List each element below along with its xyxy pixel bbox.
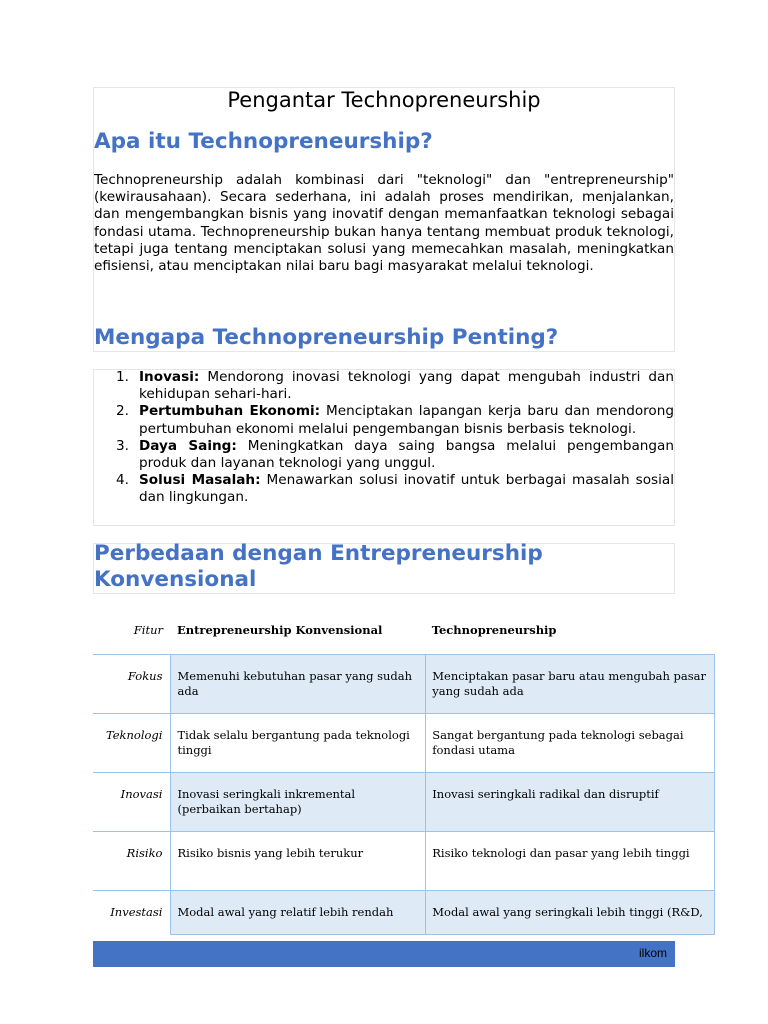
- cell-konvensional: Risiko bisnis yang lebih terukur: [171, 831, 426, 890]
- list-term: Daya Saing:: [139, 437, 237, 454]
- list-text: Mendorong inovasi teknologi yang dapat mengubah industri dan kehidupan sehari-hari.: [139, 369, 674, 403]
- table-row: [93, 654, 715, 713]
- cell-techno: Sangat bergantung pada teknologi sebagai fondasi utama: [426, 713, 715, 772]
- cell-techno: Risiko teknologi dan pasar yang lebih tinggi: [426, 831, 715, 890]
- cell-techno: Modal awal yang seringkali lebih tinggi (R&D,: [426, 890, 715, 934]
- row-label: Inovasi: [93, 772, 171, 831]
- cell-techno: Inovasi seringkali radikal dan disruptif: [426, 772, 715, 831]
- list-text: Meningkatkan daya saing bangsa melalui pengembangan produk dan layanan teknologi yang unggul.: [139, 437, 674, 472]
- list-text: Menawarkan solusi inovatif untuk berbagai masalah sosial dan lingkungan.: [139, 472, 674, 506]
- comparison-table-wrapper: [93, 610, 715, 935]
- list-item: [94, 403, 674, 437]
- footer-bar: [93, 941, 675, 967]
- list-number: 1.: [116, 369, 129, 385]
- list-number: 3.: [116, 437, 129, 454]
- list-item: [94, 472, 674, 506]
- cell-konvensional: Inovasi seringkali inkremental (perbaikan bertahap): [171, 772, 426, 831]
- header-konvensional: Entrepreneurship Konvensional: [176, 623, 383, 637]
- importance-list: [94, 369, 674, 507]
- table-row: [93, 831, 715, 890]
- comparison-table: [93, 610, 715, 935]
- list-term: Solusi Masalah:: [139, 472, 261, 489]
- footer-label: ilkom: [638, 946, 667, 960]
- row-label: Teknologi: [93, 713, 171, 772]
- row-label: Risiko: [93, 831, 171, 890]
- cell-konvensional: Memenuhi kebutuhan pasar yang sudah ada: [171, 654, 426, 713]
- header-fitur: Fitur: [133, 623, 163, 637]
- list-term: Inovasi:: [139, 369, 200, 385]
- intro-paragraph: Technopreneurship adalah kombinasi dari "teknologi" dan "entrepreneurship" (kewirausahaan). Secara sederhana, ini adalah proses mendirikan, menjalankan, dan mengembangkan bisnis yang inovatif dengan memanfaatkan teknologi sebagai fondasi utama. Technopreneurship bukan hanya tentang membuat produk teknologi, tetapi juga tentang menciptakan solusi yang memecahkan masalah, meningkatkan efisiensi, atau menciptakan nilai baru bagi masyarakat melalui teknologi.: [94, 172, 674, 275]
- table-row: [93, 713, 715, 772]
- heading-differences: Perbedaan dengan Entrepreneurship Konvensional: [94, 541, 543, 592]
- table-header-row: [93, 610, 715, 654]
- heading-why-important: Mengapa Technopreneurship Penting?: [94, 325, 559, 350]
- cell-konvensional: Modal awal yang relatif lebih rendah: [171, 890, 426, 934]
- cell-konvensional: Tidak selalu bergantung pada teknologi tinggi: [171, 713, 426, 772]
- list-number: 2.: [116, 403, 129, 420]
- heading-what-is: Apa itu Technopreneurship?: [94, 129, 433, 154]
- page-title: Pengantar Technopreneurship: [227, 88, 541, 112]
- list-item: [94, 369, 674, 403]
- cell-techno: Menciptakan pasar baru atau mengubah pasar yang sudah ada: [426, 654, 715, 713]
- list-term: Pertumbuhan Ekonomi:: [139, 403, 321, 420]
- table-row: [93, 772, 715, 831]
- header-techno: Technopreneurship: [431, 623, 557, 637]
- list-item: [94, 438, 674, 472]
- row-label: Investasi: [93, 890, 171, 934]
- list-number: 4.: [116, 472, 129, 489]
- row-label: Fokus: [93, 654, 171, 713]
- list-text: Menciptakan lapangan kerja baru dan mendorong pertumbuhan ekonomi melalui pengembangan bisnis berbasis teknologi.: [139, 403, 674, 437]
- table-row: [93, 890, 715, 934]
